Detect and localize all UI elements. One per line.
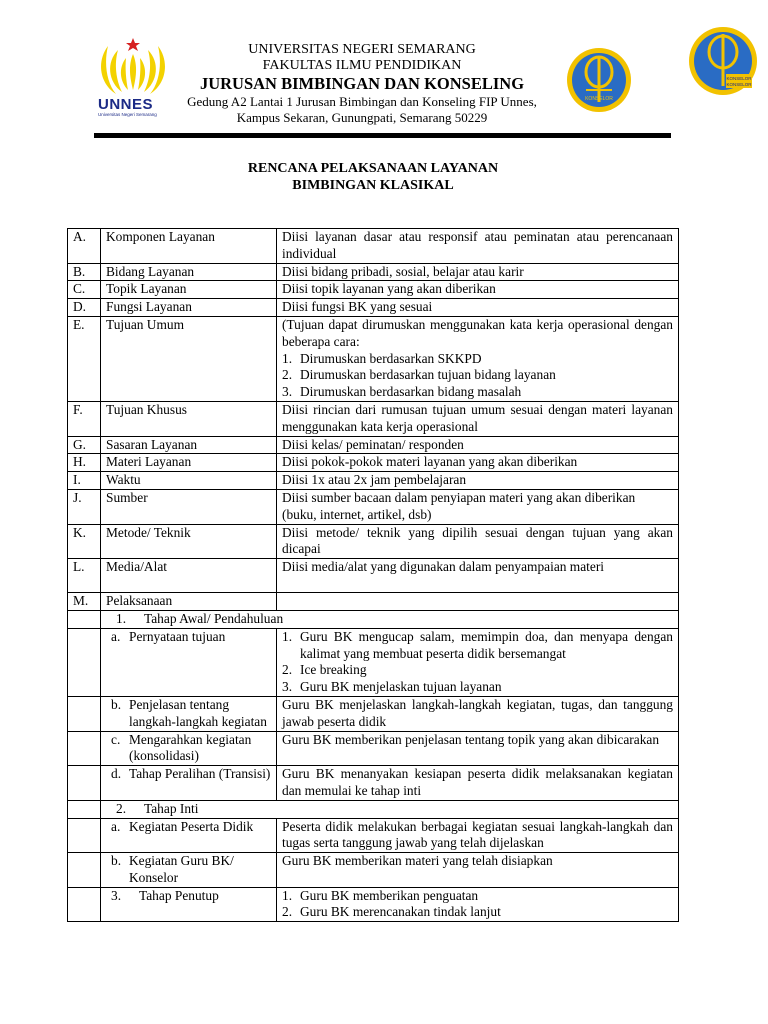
unnes-logo	[98, 36, 168, 122]
table-row	[68, 731, 679, 766]
table-row	[68, 454, 679, 472]
title-line2: BIMBINGAN KLASIKAL	[292, 178, 454, 193]
row-value: Guru BK memberikan penjelasan tentang topik yang akan dibicarakan	[277, 731, 679, 766]
table-row	[68, 610, 679, 628]
row-value: Diisi layanan dasar atau responsif atau peminatan atau perencanaan individual	[277, 229, 679, 264]
list-item: 2. Dirumuskan berdasarkan tujuan bidang layanan	[282, 367, 556, 383]
penutup-list	[282, 888, 673, 922]
table-row	[68, 853, 679, 888]
bk-emblem-icon	[566, 46, 632, 114]
list-item: 3. Dirumuskan berdasarkan bidang masalah	[282, 384, 522, 400]
list-item: 2. Guru BK merencanakan tindak lanjut	[282, 904, 501, 920]
table-row	[68, 229, 679, 264]
table-row	[68, 766, 679, 801]
table-row	[68, 401, 679, 436]
row-code	[68, 610, 101, 628]
row-value: Diisi sumber bacaan dalam penyiapan materi yang akan diberikan (buku, internet, artikel, dsb)	[277, 489, 679, 524]
table-row	[68, 887, 679, 922]
department-name: JURUSAN BIMBINGAN DAN KONSELING	[199, 74, 525, 93]
row-label: Sasaran Layanan	[101, 436, 277, 454]
rpl-table	[67, 228, 679, 922]
row-code: L.	[68, 559, 101, 593]
row-label: Media/Alat	[101, 559, 277, 593]
row-code: M.	[68, 593, 101, 611]
table-row	[68, 818, 679, 853]
row-value: Diisi pokok-pokok materi layanan yang akan diberikan	[277, 454, 679, 472]
list-item: 1. Dirumuskan berdasarkan SKKPD	[282, 350, 482, 366]
table-row	[68, 559, 679, 593]
row-value	[277, 887, 679, 922]
table-row	[68, 489, 679, 524]
row-label: Bidang Layanan	[101, 263, 277, 281]
row-code: E.	[68, 316, 101, 401]
row-code: A.	[68, 229, 101, 264]
row-value	[277, 593, 679, 611]
row-label: b. Penjelasan tentang langkah-langkah kegiatan	[101, 696, 277, 731]
title-line1: RENCANA PELAKSANAAN LAYANAN	[247, 161, 499, 176]
unnes-logo-text: UNNES	[98, 96, 154, 113]
row-value: Diisi 1x atau 2x jam pembelajaran	[277, 472, 679, 490]
stage-heading: 2. Tahap Inti	[101, 800, 679, 818]
unnes-logo-subtext: Universitas Negeri Semarang	[98, 112, 157, 117]
row-code: D.	[68, 299, 101, 317]
row-label: a. Kegiatan Peserta Didik	[101, 818, 277, 853]
table-row	[68, 299, 679, 317]
row-label: b. Kegiatan Guru BK/ Konselor	[101, 853, 277, 888]
row-value: Diisi kelas/ peminatan/ responden	[277, 436, 679, 454]
university-name: UNIVERSITAS NEGERI SEMARANG	[248, 42, 476, 57]
row-label: a. Pernyataan tujuan	[101, 628, 277, 696]
row-label: Sumber	[101, 489, 277, 524]
row-value: Diisi bidang pribadi, sosial, belajar atau karir	[277, 263, 679, 281]
svg-text:KONSELOR: KONSELOR	[726, 76, 752, 81]
row-label: Topik Layanan	[101, 281, 277, 299]
bk-emblem-alt-icon	[688, 24, 758, 98]
document-title	[68, 160, 678, 194]
row-code: C.	[68, 281, 101, 299]
table-row	[68, 628, 679, 696]
row-value	[277, 628, 679, 696]
row-value: Diisi topik layanan yang akan diberikan	[277, 281, 679, 299]
row-code: I.	[68, 472, 101, 490]
row-code: B.	[68, 263, 101, 281]
svg-text:KONSELOR: KONSELOR	[585, 96, 613, 102]
row-label: d. Tahap Peralihan (Transisi)	[101, 766, 277, 801]
svg-text:KONSELOR: KONSELOR	[726, 82, 752, 87]
row-label: c. Mengarahkan kegiatan (konsolidasi)	[101, 731, 277, 766]
row-value: Guru BK memberikan materi yang telah disiapkan	[277, 853, 679, 888]
row-value: Diisi fungsi BK yang sesuai	[277, 299, 679, 317]
stage-heading: 1. Tahap Awal/ Pendahuluan	[101, 610, 679, 628]
list-item: 2. Ice breaking	[282, 662, 367, 678]
table-row	[68, 263, 679, 281]
address-line1: Gedung A2 Lantai 1 Jurusan Bimbingan dan Konseling FIP Unnes,	[187, 94, 537, 109]
row-value: Diisi rincian dari rumusan tujuan umum sesuai dengan materi layanan menggunakan kata kerja operasional	[277, 401, 679, 436]
list-item: 1. Guru BK mengucap salam, memimpin doa, dan menyapa dengan kalimat yang membuat peserta didik bersemangat	[282, 628, 673, 661]
table-row	[68, 593, 679, 611]
row-value: Diisi metode/ teknik yang dipilih sesuai dengan tujuan yang akan dicapai	[277, 524, 679, 559]
row-code: K.	[68, 524, 101, 559]
table-row	[68, 696, 679, 731]
stage-heading: 3. Tahap Penutup	[101, 887, 277, 922]
row-value-intro: (Tujuan dapat dirumuskan menggunakan kata kerja operasional dengan beberapa cara:	[282, 316, 673, 349]
row-label: Waktu	[101, 472, 277, 490]
table-row	[68, 472, 679, 490]
list-item: 3. Guru BK menjelaskan tujuan layanan	[282, 679, 502, 695]
bk-konselor-logo	[566, 46, 632, 114]
letterhead	[168, 42, 556, 126]
row-label: Metode/ Teknik	[101, 524, 277, 559]
row-label: Komponen Layanan	[101, 229, 277, 264]
table-row	[68, 524, 679, 559]
row-code: H.	[68, 454, 101, 472]
header-divider	[94, 133, 671, 138]
row-label: Fungsi Layanan	[101, 299, 277, 317]
row-label: Tujuan Umum	[101, 316, 277, 401]
row-value	[277, 316, 679, 401]
unnes-emblem-icon	[98, 36, 168, 96]
faculty-name: FAKULTAS ILMU PENDIDIKAN	[262, 58, 462, 73]
row-code: F.	[68, 401, 101, 436]
row-value: Diisi media/alat yang digunakan dalam penyampaian materi	[277, 559, 679, 593]
table-row	[68, 316, 679, 401]
row-code: G.	[68, 436, 101, 454]
list-item: 1. Guru BK memberikan penguatan	[282, 887, 479, 903]
row-value: Guru BK menjelaskan langkah-langkah kegiatan, tugas, dan tanggung jawab peserta didik	[277, 696, 679, 731]
table-row	[68, 436, 679, 454]
pernyataan-tujuan-list	[282, 629, 673, 696]
address-line2: Kampus Sekaran, Gunungpati, Semarang 50229	[236, 110, 488, 125]
row-value: Peserta didik melakukan berbagai kegiatan sesuai langkah-langkah dan tugas serta tanggung jawab yang telah dijelaskan	[277, 818, 679, 853]
table-row	[68, 800, 679, 818]
row-value: Guru BK menanyakan kesiapan peserta didik melaksanakan kegiatan dan memulai ke tahap inti	[277, 766, 679, 801]
bk-konselor-logo-alt	[688, 24, 758, 98]
row-label: Materi Layanan	[101, 454, 277, 472]
tujuan-umum-list	[282, 351, 673, 401]
row-label: Pelaksanaan	[101, 593, 277, 611]
table-row	[68, 281, 679, 299]
row-code: J.	[68, 489, 101, 524]
row-label: Tujuan Khusus	[101, 401, 277, 436]
